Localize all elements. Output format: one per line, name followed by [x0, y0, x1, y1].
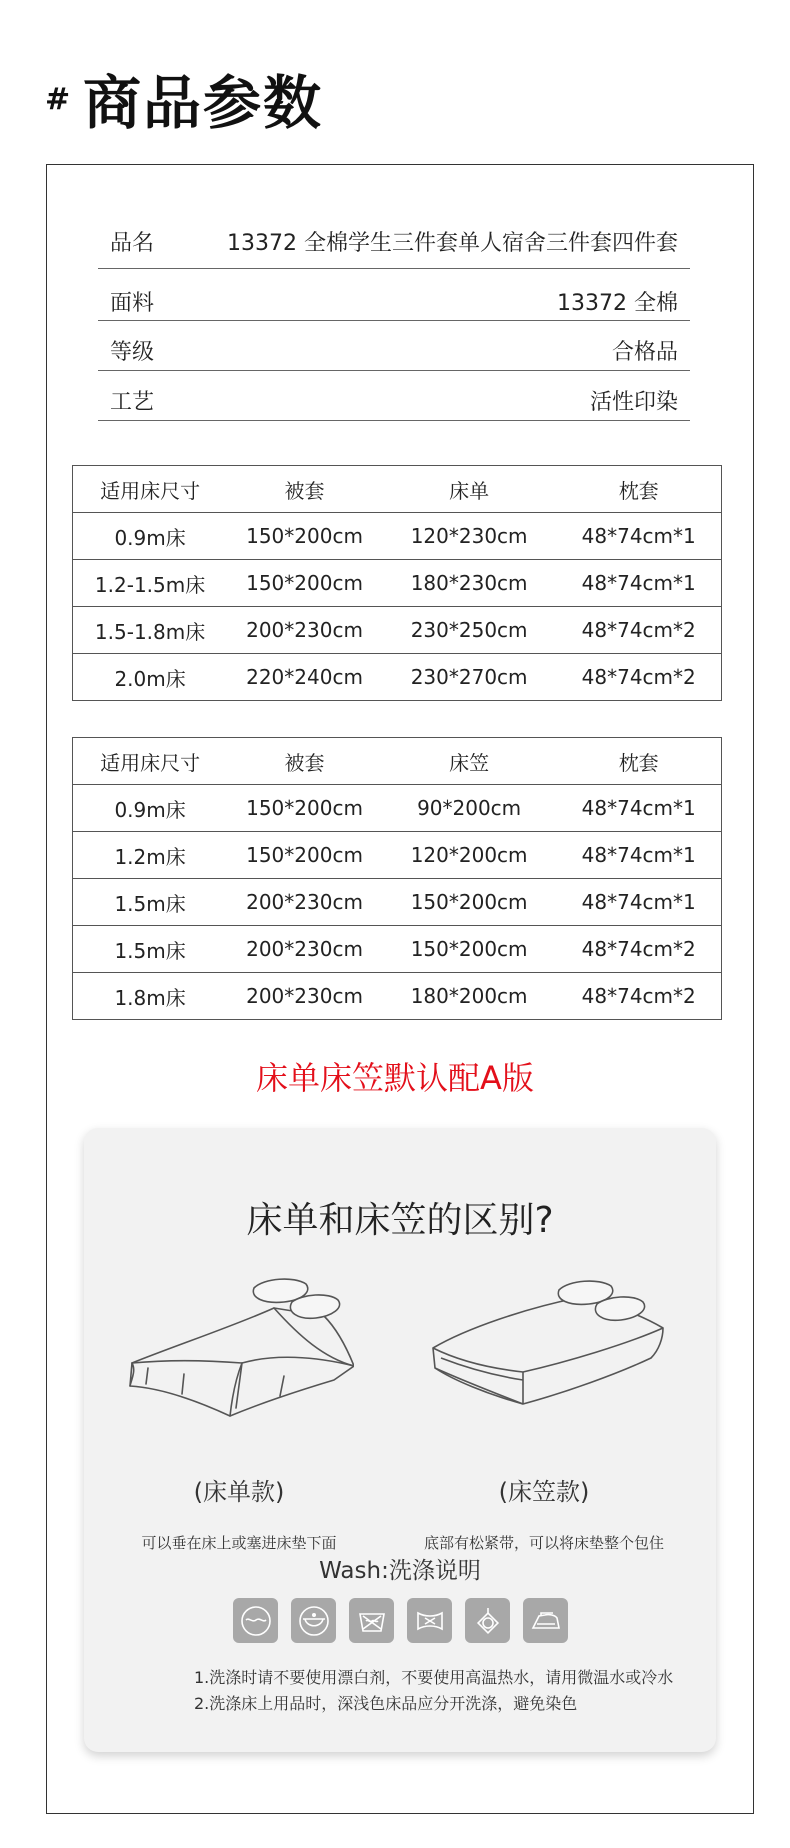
- param-label: 工艺: [110, 390, 155, 415]
- table-header: 被套: [227, 738, 382, 785]
- param-value: 13372 全棉学生三件套单人宿舍三件套四件套: [227, 231, 678, 256]
- table-cell: 150*200cm: [382, 926, 557, 973]
- table-header: 被套: [227, 466, 382, 513]
- hand-wash-icon: [233, 1598, 278, 1643]
- table-cell: 48*74cm*1: [556, 879, 721, 926]
- table-header: 枕套: [556, 738, 721, 785]
- table-row: [73, 973, 722, 1020]
- table-cell: 1.5-1.8m床: [73, 607, 228, 654]
- table-header: 床笠: [382, 738, 557, 785]
- fitted-sheet-desc: 底部有松紧带，可以将床垫整个包住: [423, 1534, 664, 1552]
- table-cell: 150*200cm: [227, 560, 382, 607]
- table-row: [73, 879, 722, 926]
- table-row: [73, 513, 722, 560]
- table-header: 适用床尺寸: [73, 466, 228, 513]
- flat-sheet-caption: (床单款): [193, 1478, 285, 1506]
- table-cell: 200*230cm: [227, 973, 382, 1020]
- table-cell: 48*74cm*1: [556, 513, 721, 560]
- table-header: 适用床尺寸: [73, 738, 228, 785]
- table-cell: 150*200cm: [227, 832, 382, 879]
- table-cell: 230*250cm: [382, 607, 557, 654]
- wash-line: 1.洗涤时请不要使用漂白剂，不要使用高温热水，请用微温水或冷水: [194, 1668, 674, 1687]
- table-cell: 48*74cm*1: [556, 785, 721, 832]
- flat-sheet-desc: 可以垂在床上或塞进床垫下面: [141, 1534, 337, 1552]
- param-row-craft: [98, 371, 690, 421]
- wash-line: 2.洗涤床上用品时，深浅色床品应分开洗涤，避免染色: [194, 1694, 578, 1713]
- card-title: 床单和床笠的区别?: [246, 1200, 554, 1241]
- iron-low-icon: [523, 1598, 568, 1643]
- table-row: [73, 832, 722, 879]
- size-table-sheet: [72, 465, 722, 701]
- no-dry-clean-icon: [465, 1598, 510, 1643]
- wash-icons: [233, 1598, 568, 1643]
- no-tumble-dry-icon: [407, 1598, 452, 1643]
- table-header-row: [73, 466, 722, 513]
- param-label: 等级: [110, 340, 155, 365]
- param-row-grade: [98, 321, 690, 371]
- param-row-name: [98, 215, 690, 269]
- table-row: [73, 607, 722, 654]
- table-cell: 1.5m床: [73, 879, 228, 926]
- table-cell: 180*230cm: [382, 560, 557, 607]
- table-cell: 1.5m床: [73, 926, 228, 973]
- product-params: [98, 215, 690, 421]
- table-header-row: [73, 738, 722, 785]
- table-cell: 1.8m床: [73, 973, 228, 1020]
- param-label: 面料: [110, 291, 155, 316]
- table-cell: 2.0m床: [73, 654, 228, 701]
- table-cell: 0.9m床: [73, 785, 228, 832]
- table-cell: 220*240cm: [227, 654, 382, 701]
- default-version-note: 床单床笠默认配A版: [256, 1059, 534, 1097]
- param-row-fabric: [98, 269, 690, 321]
- table-cell: 48*74cm*1: [556, 832, 721, 879]
- table-cell: 150*200cm: [382, 879, 557, 926]
- sheet-vs-fitted-card: [84, 1128, 716, 1752]
- table-cell: 120*200cm: [382, 832, 557, 879]
- wash-title: Wash:洗涤说明: [319, 1558, 481, 1584]
- table-header: 枕套: [556, 466, 721, 513]
- table-cell: 48*74cm*2: [556, 654, 721, 701]
- wash-40-icon: [291, 1598, 336, 1643]
- table-cell: 200*230cm: [227, 879, 382, 926]
- size-table-fitted: [72, 737, 722, 1020]
- table-cell: 150*200cm: [227, 785, 382, 832]
- table-cell: 48*74cm*2: [556, 926, 721, 973]
- table-row: [73, 560, 722, 607]
- flat-sheet-bed-illustration: [124, 1268, 354, 1418]
- table-cell: 120*230cm: [382, 513, 557, 560]
- table-cell: 48*74cm*2: [556, 607, 721, 654]
- table-row: [73, 654, 722, 701]
- table-cell: 0.9m床: [73, 513, 228, 560]
- table-cell: 200*230cm: [227, 607, 382, 654]
- fitted-sheet-caption: (床笠款): [498, 1478, 590, 1506]
- fitted-sheet-bed-illustration: [427, 1268, 667, 1418]
- param-value: 13372 全棉: [557, 291, 678, 316]
- table-cell: 1.2-1.5m床: [73, 560, 228, 607]
- page-title: 商品参数: [83, 69, 324, 137]
- table-cell: 48*74cm*2: [556, 973, 721, 1020]
- param-label: 品名: [110, 231, 155, 256]
- table-row: [73, 785, 722, 832]
- table-row: [73, 926, 722, 973]
- wash-instructions: [194, 1665, 673, 1717]
- table-cell: 230*270cm: [382, 654, 557, 701]
- table-cell: 180*200cm: [382, 973, 557, 1020]
- table-header: 床单: [382, 466, 557, 513]
- table-cell: 90*200cm: [382, 785, 557, 832]
- param-value: 合格品: [611, 340, 678, 365]
- hash-mark: #: [45, 82, 71, 117]
- param-value: 活性印染: [589, 390, 678, 415]
- table-cell: 48*74cm*1: [556, 560, 721, 607]
- table-cell: 200*230cm: [227, 926, 382, 973]
- table-cell: 1.2m床: [73, 832, 228, 879]
- no-bleach-icon: [349, 1598, 394, 1643]
- table-cell: 150*200cm: [227, 513, 382, 560]
